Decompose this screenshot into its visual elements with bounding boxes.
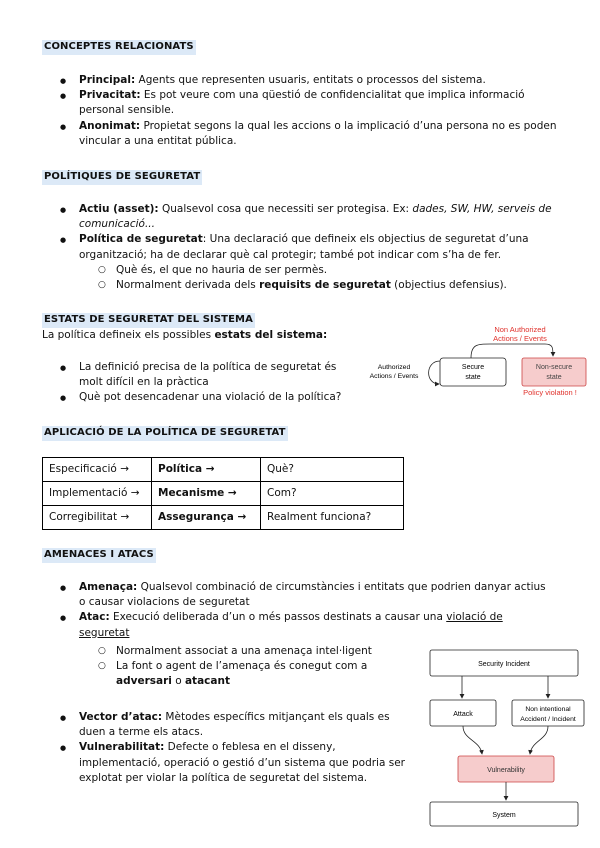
section-title-conceptes: CONCEPTES RELACIONATS bbox=[42, 40, 196, 55]
section-title-politiques: POLÍTIQUES DE SEGURETAT bbox=[42, 170, 202, 185]
table-row bbox=[43, 482, 404, 506]
list-item: ● Política de seguretat: Una declaració que defineix els objectius de seguretat d’una organització; ha de declarar què cal protegir; també pot indicar com s’ha de fer. ○ Què és, el que no hauria de ser permès. ○ Normalment derivada dels requisits de seguretat (objectius defensius). bbox=[79, 232, 559, 293]
estats-list bbox=[79, 360, 354, 406]
atac-sublist bbox=[116, 644, 391, 690]
table-row bbox=[43, 458, 404, 482]
table-cell: Com? bbox=[261, 482, 404, 506]
table-cell: Política → bbox=[152, 458, 261, 482]
table-cell: Realment funciona? bbox=[261, 506, 404, 530]
non-authorized-label: Non Authorized bbox=[494, 325, 546, 334]
section-title-aplicacio: APLICACIÓ DE LA POLÍTICA DE SEGURETAT bbox=[42, 426, 288, 441]
authorized-label-2: Actions / Events bbox=[369, 373, 419, 380]
list-item: ● Vulnerabilitat: Defecte o feblesa en el disseny, implementació, operació o gestió d’un sistema que podria ser explotat per violar la política de seguretat del sistema. bbox=[79, 740, 411, 786]
politiques-list bbox=[79, 202, 559, 293]
authorized-label: Authorized bbox=[377, 364, 411, 371]
list-item: ○ La font o agent de l’amenaça és conegut com a adversari o atacant bbox=[116, 659, 391, 689]
list-item: ● La definició precisa de la política de seguretat és molt difícil en la pràctica bbox=[79, 360, 354, 390]
section-title-amenaces: AMENACES I ATACS bbox=[42, 548, 156, 563]
list-item: ● Què pot desencadenar una violació de la política? bbox=[79, 390, 354, 405]
secure-state-box bbox=[440, 358, 506, 386]
security-states-diagram bbox=[360, 318, 600, 408]
arrow-to-nonsecure bbox=[471, 344, 553, 358]
nonsecure-state-label-2: state bbox=[546, 374, 562, 381]
section-title-estats: ESTATS DE SEGURETAT DEL SISTEMA bbox=[42, 313, 255, 328]
secure-state-label-2: state bbox=[465, 374, 481, 381]
table-cell: Què? bbox=[261, 458, 404, 482]
arrow-accident-to-vuln bbox=[530, 726, 548, 754]
secure-state-label: Secure bbox=[461, 364, 485, 371]
list-item: ○ Normalment associat a una amenaça intel·ligent bbox=[116, 644, 391, 659]
non-authorized-label-2: Actions / Events bbox=[493, 334, 547, 343]
attack-link-text: violació de seguretat bbox=[79, 611, 503, 639]
list-item: ● Amenaça: Qualsevol combinació de circumstàncies i entitats que podrien danyar actius o causar violacions de seguretat bbox=[79, 580, 549, 610]
list-item: ● Principal: Agents que representen usuaris, entitats o processos del sistema. bbox=[79, 73, 559, 88]
list-item: ● Anonimat: Propietat segons la qual les accions o la implicació d’una persona no es poden vincular a una entitat pública. bbox=[79, 119, 559, 149]
amenaces-list bbox=[79, 580, 549, 641]
table-cell: Implementació → bbox=[43, 482, 152, 506]
list-item: ● Vector d’atac: Mètodes específics mitjançant els quals es duen a terme els atacs. bbox=[79, 710, 411, 740]
table-cell: Assegurança → bbox=[152, 506, 261, 530]
list-item: ● Atac: Execució deliberada d’un o més passos destinats a causar una violació de seguretat bbox=[79, 610, 549, 640]
list-item: ○ Què és, el que no hauria de ser permès. bbox=[116, 263, 559, 278]
list-item: ○ Normalment derivada dels requisits de seguretat (objectius defensius). bbox=[116, 278, 559, 293]
system-label: System bbox=[492, 812, 516, 819]
list-item: ● Actiu (asset): Qualsevol cosa que necessiti ser protegisa. Ex: dades, SW, HW, serveis de comunicació... bbox=[79, 202, 559, 232]
vulnerability-label: Vulnerability bbox=[487, 767, 525, 774]
vector-list bbox=[79, 710, 411, 786]
table-row bbox=[43, 506, 404, 530]
security-incident-label: Security Incident bbox=[478, 661, 530, 668]
table-cell: Mecanisme → bbox=[152, 482, 261, 506]
table-cell: Especificació → bbox=[43, 458, 152, 482]
list-item: ● Privacitat: Es pot veure com una qüestió de confidencialitat que implica informació personal sensible. bbox=[79, 88, 559, 118]
nonsecure-state-label: Non-secure bbox=[535, 364, 573, 371]
nonsecure-state-box bbox=[522, 358, 586, 386]
incident-diagram bbox=[420, 640, 598, 832]
conceptes-list bbox=[79, 73, 559, 149]
arrow-attack-to-vuln bbox=[463, 726, 482, 754]
attack-label: Attack bbox=[453, 711, 473, 718]
policy-table bbox=[42, 457, 404, 530]
accident-label: Non intentional bbox=[525, 706, 571, 713]
estats-intro: La política defineix els possibles estats del sistema: bbox=[42, 329, 328, 341]
self-loop-arrow bbox=[429, 361, 440, 384]
policy-violation-label: Policy violation ! bbox=[523, 388, 577, 397]
accident-label-2: Accident / Incident bbox=[520, 716, 576, 723]
table-cell: Corregibilitat → bbox=[43, 506, 152, 530]
